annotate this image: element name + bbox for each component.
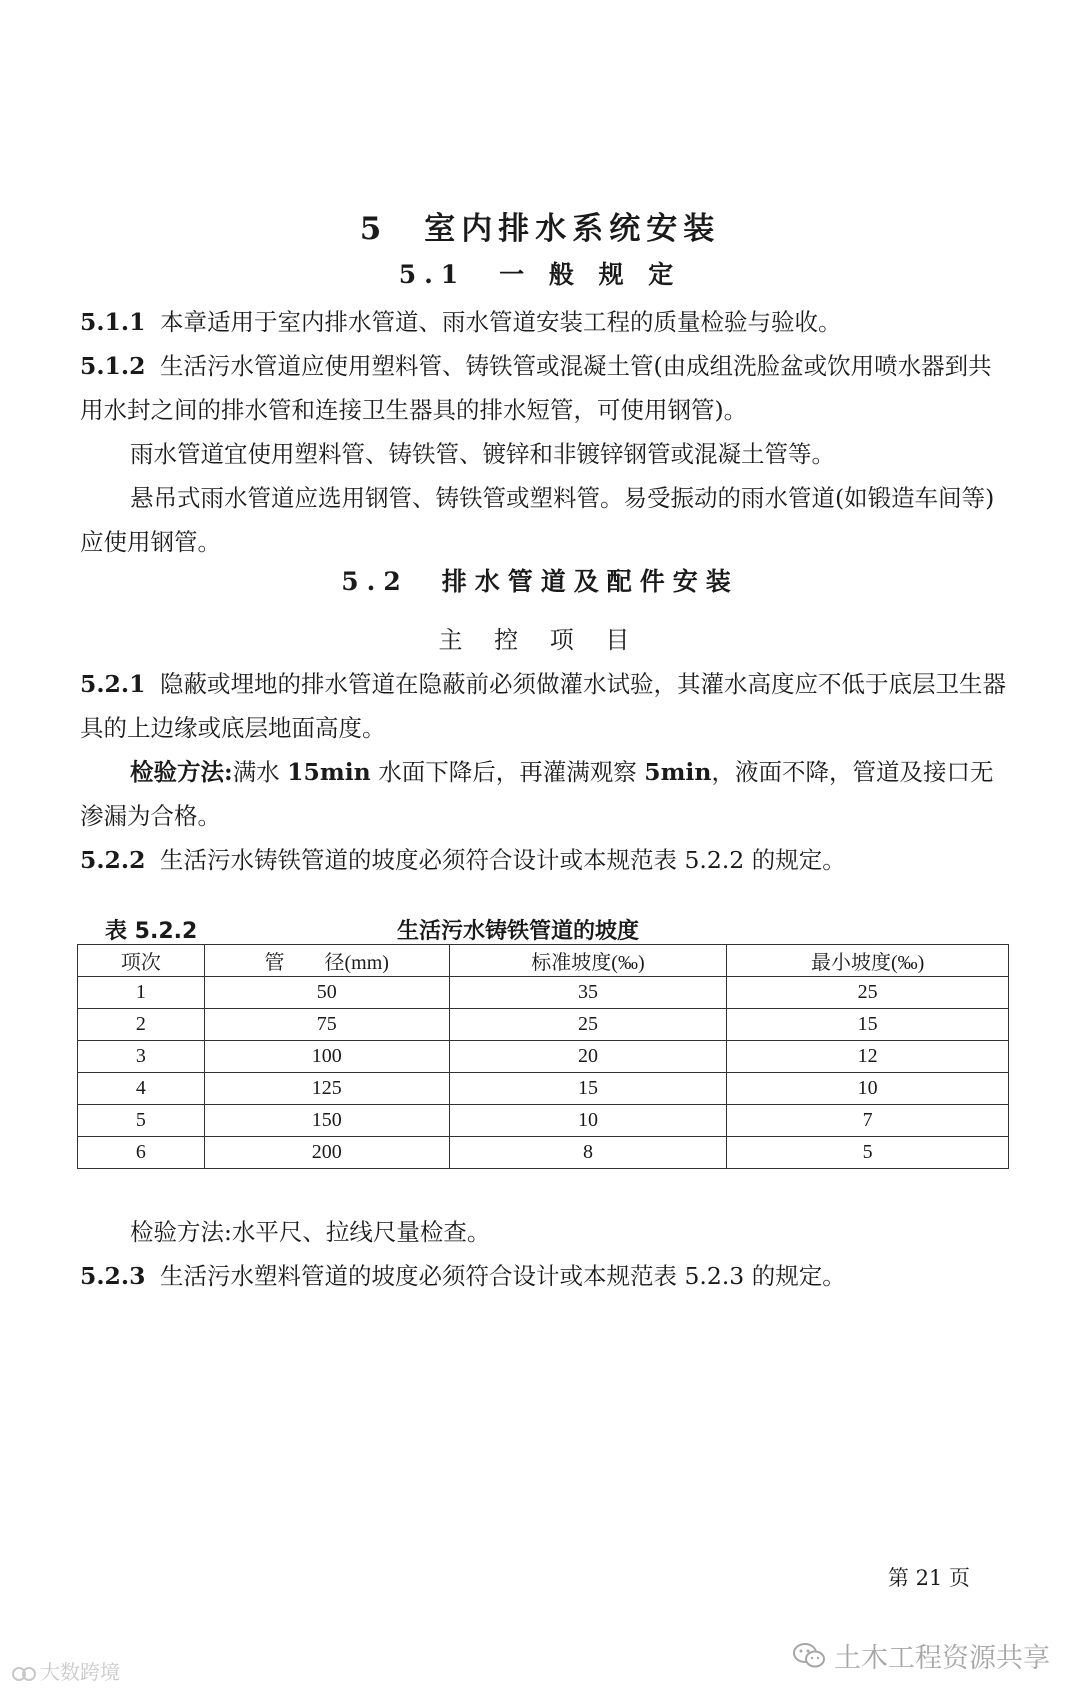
clause-number: 5.2.2 bbox=[80, 846, 146, 874]
table-number: 表 5.2.2 bbox=[105, 919, 198, 944]
watermark-left bbox=[12, 1656, 120, 1685]
subsection-title-main-control: 主 控 项 目 bbox=[438, 626, 642, 654]
table-header-row bbox=[78, 945, 1009, 977]
clause-5-2-1 bbox=[80, 662, 1010, 750]
clause-number: 5.1.2 bbox=[80, 352, 146, 380]
watermark-left-text: 大数跨境 bbox=[40, 1660, 120, 1684]
cell-diameter: 75 bbox=[204, 1009, 449, 1041]
table-row bbox=[78, 1073, 1009, 1105]
clause-5-1-2 bbox=[80, 344, 1010, 432]
cell-standard-slope: 35 bbox=[449, 977, 727, 1009]
cell-minimum-slope: 10 bbox=[727, 1073, 1009, 1105]
watermark-logo-icon bbox=[12, 1664, 36, 1684]
clause-number: 5.2.3 bbox=[80, 1262, 146, 1290]
cell-item-no: 3 bbox=[78, 1041, 205, 1073]
watermark-right bbox=[792, 1636, 1050, 1675]
cell-item-no: 4 bbox=[78, 1073, 205, 1105]
wechat-icon bbox=[792, 1642, 826, 1670]
cell-minimum-slope: 25 bbox=[727, 977, 1009, 1009]
table-row bbox=[78, 977, 1009, 1009]
table-row bbox=[78, 1105, 1009, 1137]
header-diameter: 管 径(mm) bbox=[204, 945, 449, 977]
method-label: 检验方法: bbox=[130, 758, 233, 786]
page-number: 第 21 页 bbox=[887, 1566, 970, 1590]
section-title-5-2: 5.2 排水管道及配件安装 bbox=[341, 567, 739, 596]
clause-5-2-3 bbox=[80, 1254, 1010, 1298]
clause-5-2-2 bbox=[80, 838, 1010, 882]
clause-number: 5.1.1 bbox=[80, 308, 146, 336]
chapter-title: 5 室内排水系统安装 bbox=[359, 211, 721, 247]
cell-item-no: 6 bbox=[78, 1137, 205, 1169]
clause-text: 生活污水铸铁管道的坡度必须符合设计或本规范表 5.2.2 的规定。 bbox=[160, 846, 846, 874]
cell-minimum-slope: 12 bbox=[727, 1041, 1009, 1073]
method-text: 满水 bbox=[232, 758, 288, 786]
clause-5-1-1 bbox=[80, 300, 1010, 344]
cell-item-no: 5 bbox=[78, 1105, 205, 1137]
inspection-method-5-2-2: 检验方法:水平尺、拉线尺量检查。 bbox=[130, 1218, 491, 1246]
slope-table bbox=[77, 944, 1009, 1169]
watermark-right-text: 土木工程资源共享 bbox=[834, 1643, 1050, 1674]
table-row bbox=[78, 1009, 1009, 1041]
table-caption bbox=[105, 914, 1005, 944]
cell-item-no: 1 bbox=[78, 977, 205, 1009]
header-standard-slope: 标准坡度(‰) bbox=[449, 945, 727, 977]
cell-minimum-slope: 5 bbox=[727, 1137, 1009, 1169]
cell-diameter: 200 bbox=[204, 1137, 449, 1169]
clause-number: 5.2.1 bbox=[80, 670, 146, 698]
clause-text: 本章适用于室内排水管道、雨水管道安装工程的质量检验与验收。 bbox=[160, 308, 842, 336]
cell-diameter: 150 bbox=[204, 1105, 449, 1137]
table-row bbox=[78, 1137, 1009, 1169]
cell-diameter: 125 bbox=[204, 1073, 449, 1105]
table-title: 生活污水铸铁管道的坡度 bbox=[397, 919, 640, 944]
header-minimum-slope: 最小坡度(‰) bbox=[727, 945, 1009, 977]
cell-diameter: 50 bbox=[204, 977, 449, 1009]
paragraph-suspended-rain-pipe: 悬吊式雨水管道应选用钢管、铸铁管或塑料管。易受振动的雨水管道(如锻造车间等)应使用钢管。 bbox=[80, 484, 995, 556]
section-title-5-1: 5.1 一 般 规 定 bbox=[398, 260, 682, 289]
method-text: ，液面不降，管道及接口无渗漏为合格。 bbox=[80, 758, 994, 830]
cell-item-no: 2 bbox=[78, 1009, 205, 1041]
cell-minimum-slope: 15 bbox=[727, 1009, 1009, 1041]
method-time-2: 5min bbox=[644, 758, 712, 786]
cell-standard-slope: 25 bbox=[449, 1009, 727, 1041]
cell-standard-slope: 8 bbox=[449, 1137, 727, 1169]
cell-standard-slope: 10 bbox=[449, 1105, 727, 1137]
cell-standard-slope: 15 bbox=[449, 1073, 727, 1105]
clause-text: 生活污水塑料管道的坡度必须符合设计或本规范表 5.2.3 的规定。 bbox=[160, 1262, 846, 1290]
cell-diameter: 100 bbox=[204, 1041, 449, 1073]
method-time-1: 15min bbox=[287, 758, 371, 786]
header-item-no: 项次 bbox=[78, 945, 205, 977]
clause-text: 生活污水管道应使用塑料管、铸铁管或混凝土管(由成组洗脸盆或饮用喷水器到共用水封之间的排水管和连接卫生器具的排水短管，可使用钢管)。 bbox=[80, 352, 992, 424]
method-text: 水面下降后，再灌满观察 bbox=[370, 758, 645, 786]
cell-minimum-slope: 7 bbox=[727, 1105, 1009, 1137]
table-row bbox=[78, 1041, 1009, 1073]
clause-text: 隐蔽或埋地的排水管道在隐蔽前必须做灌水试验，其灌水高度应不低于底层卫生器具的上边缘或底层地面高度。 bbox=[80, 670, 1006, 742]
cell-standard-slope: 20 bbox=[449, 1041, 727, 1073]
inspection-method-5-2-1 bbox=[80, 750, 1010, 838]
paragraph-rain-pipe: 雨水管道宜使用塑料管、铸铁管、镀锌和非镀锌钢管或混凝土管等。 bbox=[130, 440, 835, 468]
